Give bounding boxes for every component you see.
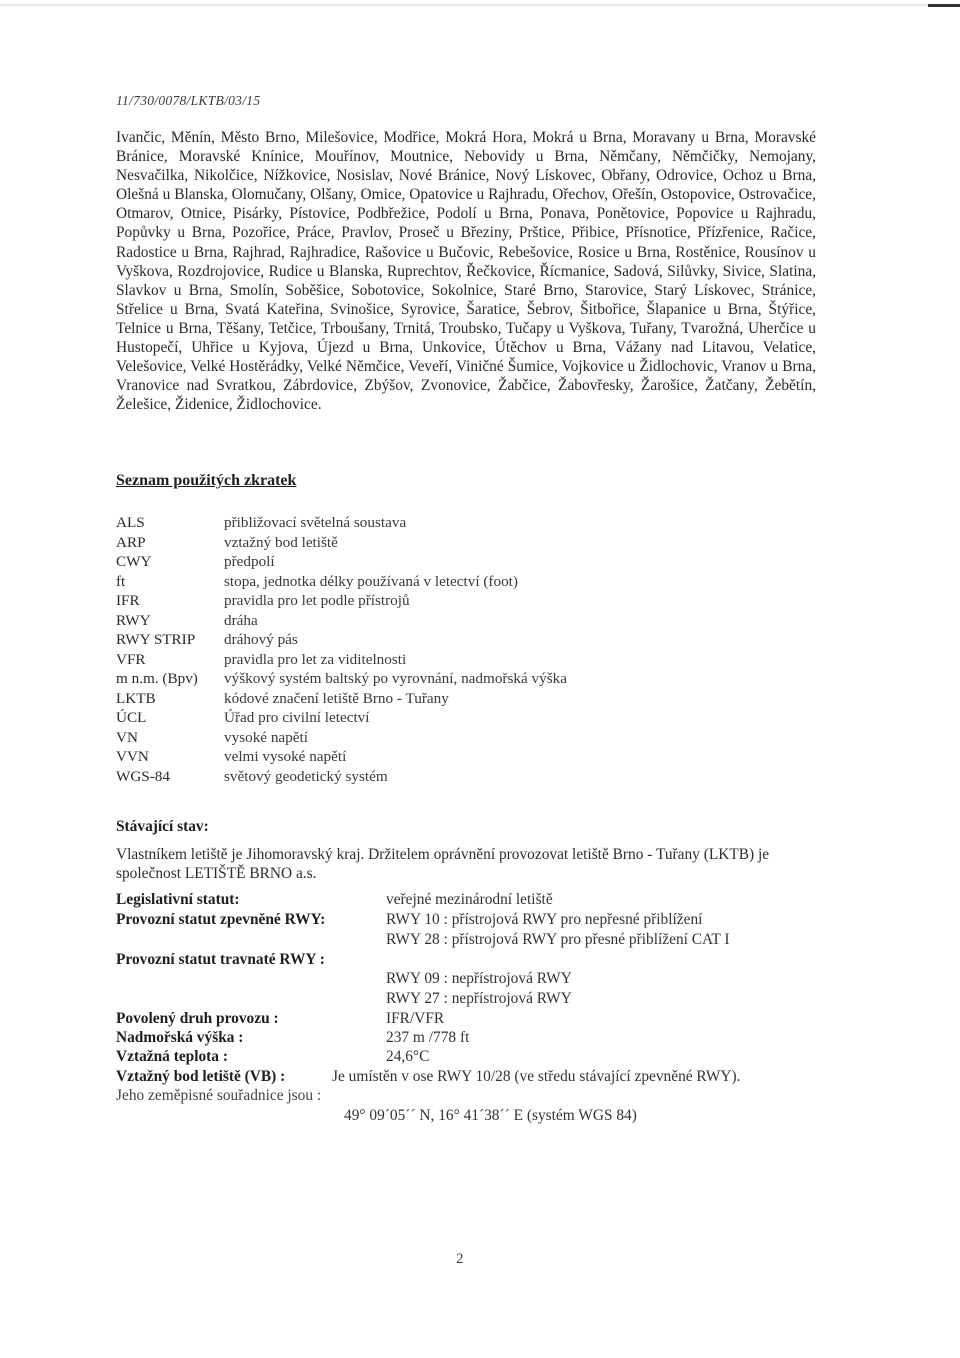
owner-text: Vlastníkem letiště je Jihomoravský kraj. Držitelem oprávnění provozovat letiště Brno - Tuřany (LKTB) je společnost LETIŠTĚ BRNO a.s. <box>116 846 770 882</box>
abbreviations-title: Seznam použitých zkratek <box>116 472 297 489</box>
abbr-desc: pravidla pro let podle přístrojů <box>224 592 410 609</box>
abbr-code: RWY <box>116 611 151 629</box>
paved-rwy-value-2: RWY 28 : přístrojová RWY pro přesné přiblížení CAT I <box>386 931 730 948</box>
list-item <box>116 573 716 593</box>
grass-rwy-value-2: RWY 27 : nepřístrojová RWY <box>386 990 572 1007</box>
list-item <box>116 768 716 788</box>
abbr-desc: předpolí <box>224 553 275 570</box>
coords-label: Jeho zeměpisné souřadnice jsou : <box>116 1087 322 1104</box>
abbr-code: VN <box>116 728 138 746</box>
list-item <box>116 729 716 749</box>
abbr-code: ÚCL <box>116 709 147 726</box>
list-item <box>116 748 716 768</box>
arp-value: Je umístěn v ose RWY 10/28 (ve středu stávající zpevněné RWY). <box>332 1068 741 1085</box>
abbr-code: IFR <box>116 592 140 609</box>
abbr-code: RWY STRIP <box>116 631 196 648</box>
paved-rwy-value-1: RWY 10 : přístrojová RWY pro nepřesné přiblížení <box>386 911 703 928</box>
list-item <box>116 592 716 612</box>
abbr-code: VFR <box>116 650 146 668</box>
list-item <box>116 553 716 573</box>
arp-label: Vztažný bod letiště (VB) : <box>116 1068 286 1085</box>
list-item <box>116 651 716 671</box>
abbr-desc: kódové značení letiště Brno - Tuřany <box>224 689 449 707</box>
abbr-desc: velmi vysoké napětí <box>224 748 347 765</box>
abbr-code: ALS <box>116 514 145 531</box>
abbr-code: VVN <box>116 748 149 765</box>
list-item <box>116 631 716 651</box>
abbr-desc: Úřad pro civilní letectví <box>224 709 370 726</box>
current-state-heading: Stávající stav: <box>116 818 209 835</box>
list-item <box>116 534 716 554</box>
list-item <box>116 514 716 534</box>
abbr-code: ft <box>116 572 126 590</box>
scan-corner-mark <box>928 4 960 7</box>
list-item <box>116 709 716 729</box>
list-item <box>116 690 716 710</box>
paved-rwy-label: Provozní statut zpevněné RWY: <box>116 911 326 928</box>
abbr-code: m n.m. (Bpv) <box>116 670 198 687</box>
abbr-desc: světový geodetický systém <box>224 767 388 785</box>
reference-temp-label: Vztažná teplota : <box>116 1048 228 1065</box>
list-item <box>116 670 716 690</box>
abbr-code: CWY <box>116 553 152 570</box>
abbr-code: ARP <box>116 533 146 551</box>
elevation-value: 237 m /778 ft <box>386 1029 470 1046</box>
abbr-desc: vztažný bod letiště <box>224 533 338 551</box>
operation-label: Povolený druh provozu : <box>116 1010 279 1027</box>
list-item <box>116 612 716 632</box>
abbr-code: LKTB <box>116 689 156 707</box>
abbreviations-list <box>116 514 716 787</box>
legal-status-value: veřejné mezinárodní letiště <box>386 891 553 908</box>
abbr-code: WGS-84 <box>116 767 170 785</box>
abbr-desc: dráhový pás <box>224 631 298 648</box>
grass-rwy-label: Provozní statut travnaté RWY : <box>116 951 325 968</box>
abbr-desc: stopa, jednotka délky používaná v letectví (foot) <box>224 572 518 590</box>
abbr-desc: vysoké napětí <box>224 728 308 746</box>
legal-status-label: Legislativní statut: <box>116 891 240 908</box>
municipalities-paragraph: Ivančic, Měnín, Město Brno, Milešovice, Modřice, Mokrá Hora, Mokrá u Brna, Moravany u Brna, Moravské Bránice, Moravské Knínice, Mouřínov, Moutnice, Nebovidy u Brna, Němčany, Němčičky, Nemojany, Nesvačilka, Nikolčice, Nížkovice, Nosislav, Nové Bránice, Nový Lískovec, Obřany, Odrovice, Ochoz u Brna, Olešná u Blanska, Olomučany, Olšany, Omice, Opatovice u Rajhradu, Ořechov, Ořešín, Ostopovice, Ostrovačice, Otmarov, Otnice, Pisárky, Pístovice, Podbřežice, Podolí u Brna, Ponava, Ponětovice, Popovice u Rajhradu, Popůvky u Brna, Pozořice, Práce, Pravlov, Proseč u Březiny, Prštice, Přibice, Přísnotice, Přízřenice, Račice, Radostice u Brna, Rajhrad, Rajhradice, Rašovice u Bučovic, Rebešovice, Rosice u Brna, Rostěnice, Rousínov u Vyškova, Rozdrojovice, Rudice u Blanska, Ruprechtov, Řečkovice, Řícmanice, Sadová, Silůvky, Sivice, Slatina, Slavkov u Brna, Smolín, Soběšice, Sobotovice, Sokolnice, Staré Brno, Starovice, Starý Lískovec, Stránice, Střelice u Brna, Svatá Kateřina, Svinošice, Syrovice, Šaratice, Šebrov, Šitbořice, Šlapanice u Brna, Štýřice, Telnice u Brna, Těšany, Tetčice, Trboušany, Trnitá, Troubsko, Tučapy u Vyškova, Tuřany, Tvarožná, Uherčice u Hustopečí, Uhřice u Kyjova, Újezd u Brna, Unkovice, Útěchov u Brna, Vážany nad Litavou, Velatice, Velešovice, Velké Hostěrádky, Velké Němčice, Veveří, Viničné Šumice, Vojkovice u Židlochovic, Vranov u Brna, Vranovice nad Svratkou, Zábrdovice, Zbýšov, Zvonovice, Žabčice, Žabovřesky, Žarošice, Žatčany, Žebětín, Želešice, Židenice, Židlochovice. <box>116 129 816 414</box>
page-number: 2 <box>456 1251 464 1267</box>
document-number: 11/730/0078/LKTB/03/15 <box>116 93 261 108</box>
abbr-desc: přibližovací světelná soustava <box>224 514 407 531</box>
reference-temp-value: 24,6°C <box>386 1048 430 1065</box>
operation-value: IFR/VFR <box>386 1010 445 1027</box>
elevation-label: Nadmořská výška : <box>116 1029 244 1046</box>
abbr-desc: pravidla pro let za viditelnosti <box>224 650 407 668</box>
abbr-desc: výškový systém baltský po vyrovnání, nadmořská výška <box>224 670 567 687</box>
abbr-desc: dráha <box>224 611 258 629</box>
coords-value: 49° 09´05´´ N, 16° 41´38´´ E (systém WGS 84) <box>344 1107 637 1124</box>
grass-rwy-value-1: RWY 09 : nepřístrojová RWY <box>386 970 572 987</box>
scan-top-edge <box>0 4 960 6</box>
